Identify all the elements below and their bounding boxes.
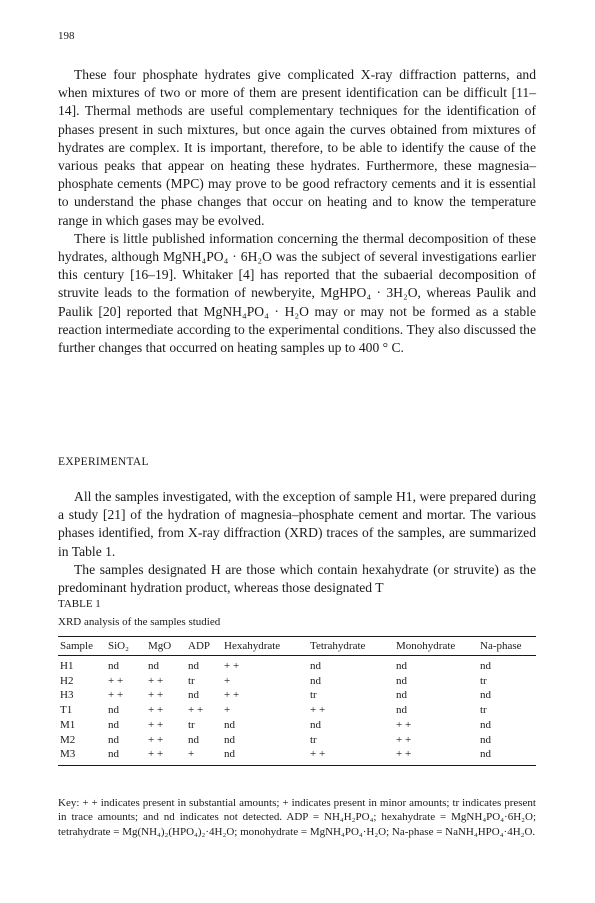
table-cell: tr [480,674,487,687]
table-header-row [58,637,536,656]
table-cell: nd [480,689,491,702]
intro-text [58,66,536,357]
table-cell: + [224,704,231,717]
table-cell: nd [310,660,321,672]
table-cell: tr [310,733,317,746]
table-cell: nd [224,733,235,746]
table-cell: M2 [60,733,76,746]
table-cell: + [224,674,231,687]
column-header: MgO [146,637,186,656]
paragraph: These four phosphate hydrates give complicated X-ray diffraction patterns, and when mixtures of two or more of them are present identification can be difficult [11–14]. Thermal methods are useful complementary techniques for the identification of phases present in such mixtures, but once again the curves obtained from mixtures of hydrates are complex. It is important, therefore, to be able to identify the cause of the various peaks that appear on heating these hydrates. Furthermore, these magnesia–phosphate cements (MPC) may prove to be good refractory cements and it is essential to understand the phase changes that occur on heating and to know the temperature range in which gases may be evolved. [58,67,536,228]
table-cell: tr [188,674,195,687]
table-cell: + + [310,704,326,717]
table-cell: T1 [60,704,73,717]
table-cell: tr [310,689,317,702]
table-row [58,733,536,748]
table-cell: nd [222,747,308,765]
paragraph: All the samples investigated, with the exception of sample H1, were prepared during a study [21] of the hydration of magnesia–phosphate cement and mortar. The various phases identified, from X-ray diffraction (XRD) traces of the samples, are summarized in Table 1. [58,489,536,559]
table-cell: + + [108,674,124,687]
table-cell: nd [108,704,119,717]
table-label: TABLE 1 [58,598,101,610]
table-cell: nd [396,674,407,687]
table-cell: nd [480,718,491,731]
table-cell: + + [148,704,164,717]
table-cell: H3 [60,689,74,702]
table-cell: nd [396,660,407,672]
table-cell: + + [148,674,164,687]
column-header: Na-phase [478,637,536,656]
table-cell: + + [146,747,186,765]
paragraph: There is little published information concerning the thermal decomposition of these hydrates, although MgNH₄PO₄ · 6H₂O was the subject of several investigations earlier this century [16–19]. Whitaker [4] has reported that the subaerial decomposition of struvite leads to the formation of newberyite, MgHPO₄ · 3H₂O, whereas Paulik and Paulik [20] reported that MgNH₄PO₄ · H₂O may or may not be formed as a stable reaction intermediate according to the experimental conditions. They also discussed the further changes that occurred on heating samples up to 400 ° C. [58,230,536,356]
table-cell: + + [148,718,164,731]
table-cell: nd [188,733,199,746]
xrd-table [58,636,536,766]
table-cell: + + [148,689,164,702]
column-header: SiO₂ [106,637,146,656]
column-header: Monohydrate [394,637,478,656]
table-cell: H2 [60,674,74,687]
section-heading: EXPERIMENTAL [58,456,149,468]
column-header: Sample [58,637,106,656]
table-row [58,718,536,733]
table-cell: + + [396,718,412,731]
table-cell: + + [148,733,164,746]
table-cell: nd [106,747,146,765]
table-cell: nd [310,718,321,731]
page-number: 198 [58,30,75,42]
paragraph: The samples designated H are those which contain hexahydrate (or struvite) as the predominant hydration product, whereas those designated T [58,561,536,596]
table-row [58,688,536,703]
table-cell: tr [480,704,487,717]
table-cell: + + [308,747,394,765]
table-cell: + + [394,747,478,765]
column-header: ADP [186,637,222,656]
table-cell: nd [188,660,199,672]
table-title: XRD analysis of the samples studied [58,616,221,628]
table-cell: + + [188,704,204,717]
table-cell: nd [148,660,159,672]
experimental-text [58,488,536,597]
column-header: Hexahydrate [222,637,308,656]
table-cell: nd [108,718,119,731]
table-cell: tr [188,718,195,731]
table-cell: nd [188,689,199,702]
table-cell: nd [478,747,536,765]
table-row [58,747,536,765]
table-cell: + [186,747,222,765]
table-cell: nd [224,718,235,731]
table-cell: + + [224,660,240,672]
table-cell: nd [396,704,407,717]
table-key: Key: + + indicates present in substantial amounts; + indicates present in minor amounts; tr indicates present in trace amounts; and nd indicates not detected. ADP = NH₄H₂PO₄; hexahydrate = MgNH₄PO₄·6H₂O; tetrahydrate = Mg(NH₄)₂(HPO₄)₂·4H₂O; monohydrate = MgNH₄PO₄·H₂O; Na-phase = NaNH₄HPO₄·4H₂O. [58,797,536,838]
table-cell: + + [224,689,240,702]
table-cell: nd [108,733,119,746]
table-row [58,703,536,718]
table-row [58,674,536,689]
table-row [58,656,536,674]
table-cell: nd [396,689,407,702]
column-header: Tetrahydrate [308,637,394,656]
table-cell: nd [310,674,321,687]
table-cell: M3 [58,747,106,765]
table-cell: nd [480,660,491,672]
table-cell: + + [396,733,412,746]
table-cell: nd [108,660,119,672]
table-cell: + + [108,689,124,702]
table-cell: M1 [60,718,76,731]
table-cell: nd [480,733,491,746]
table-cell: H1 [60,660,74,672]
